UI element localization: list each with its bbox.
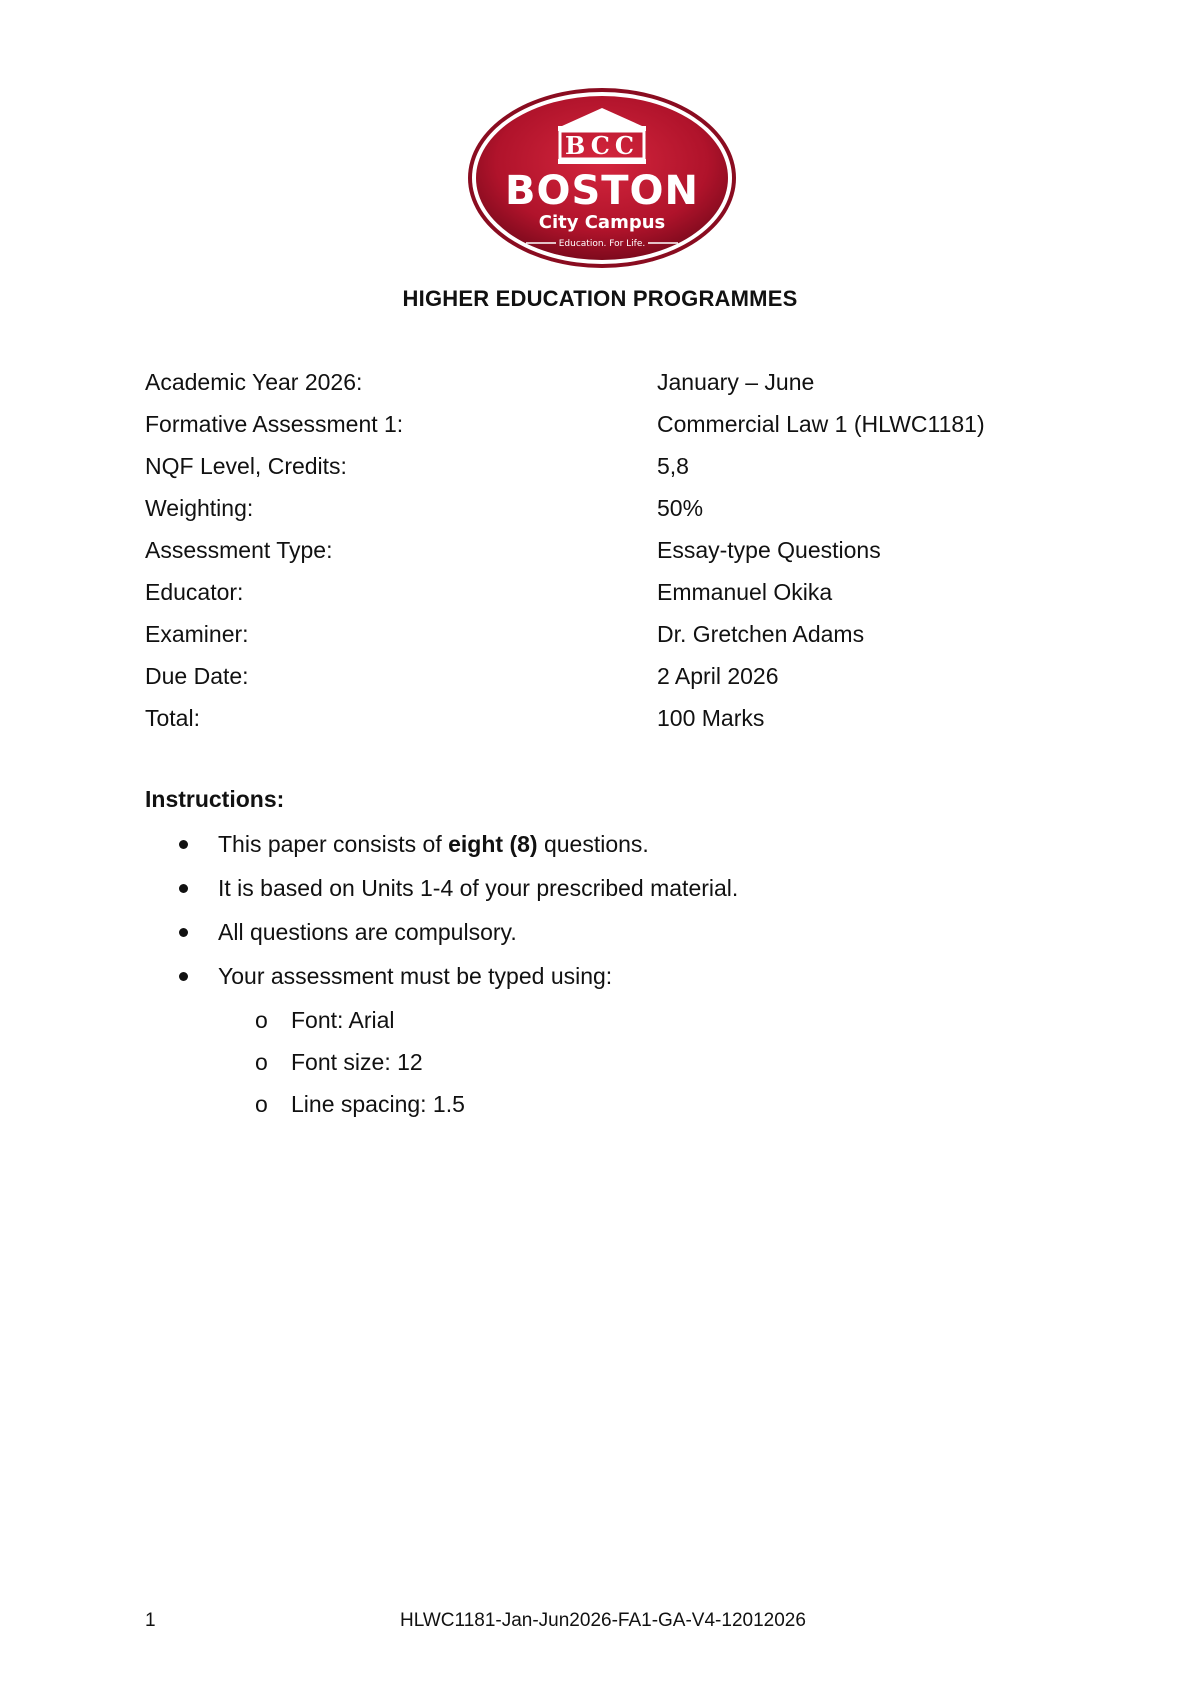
info-label: Educator: [145,579,244,605]
circle-bullet-icon: o [255,1049,268,1075]
footer-page-number: 1 [145,1610,156,1631]
info-row-formative-assessment [145,409,1045,451]
info-value: Commercial Law 1 (HLWC1181) [657,411,985,437]
circle-bullet-icon: o [255,1091,268,1117]
info-row-total [145,703,1045,745]
instruction-text: It is based on Units 1-4 of your prescribed material. [218,875,739,901]
instruction-text [218,829,649,859]
info-value: Essay-type Questions [657,537,881,563]
info-label: Formative Assessment 1: [145,411,404,437]
instruction-text: All questions are compulsory. [218,919,517,945]
assessment-info-table [145,367,1045,745]
footer-document-code: HLWC1181-Jan-Jun2026-FA1-GA-V4-12012026 [400,1610,806,1631]
sub-instruction-item [145,1089,1045,1131]
info-label: Total: [145,705,200,731]
info-row-educator [145,577,1045,619]
instruction-item [145,961,1045,1005]
logo-initials: BCC [565,131,639,160]
instruction-text-bold: eight (8) [448,831,538,857]
instructions-list [145,829,1045,1131]
info-label: NQF Level, Credits: [145,453,347,479]
logo-tagline: Education. For Life. [558,239,646,249]
instruction-text-end: questions. [537,831,649,857]
info-row-due-date [145,661,1045,703]
info-label: Academic Year 2026: [145,369,363,395]
info-label: Examiner: [145,621,249,647]
logo-emblem [466,86,738,270]
bullet-icon [179,884,188,893]
sub-instruction-item [145,1047,1045,1089]
instructions-title: Instructions: [145,786,285,812]
instruction-item [145,917,1045,961]
info-value: 50% [657,495,704,521]
instruction-text: Your assessment must be typed using: [218,963,613,989]
logo-name: BOSTON [504,168,700,214]
instruction-item [145,829,1045,873]
info-value: 2 April 2026 [657,663,779,689]
info-value: Dr. Gretchen Adams [657,621,865,647]
logo-subtitle: City Campus [538,212,666,233]
instruction-text-start: This paper consists of [218,831,449,857]
bullet-icon [179,972,188,981]
sub-instruction-text: Font: Arial [291,1007,395,1033]
sub-instruction-item [145,1005,1045,1047]
info-row-weighting [145,493,1045,535]
boston-city-campus-logo [466,86,738,270]
info-label: Due Date: [145,663,249,689]
info-row-assessment-type [145,535,1045,577]
bullet-icon [179,840,188,849]
info-value: Emmanuel Okika [657,579,833,605]
info-row-academic-year [145,367,1045,409]
sub-instruction-text: Font size: 12 [291,1049,423,1075]
info-value: 5,8 [657,453,689,479]
page-heading: HIGHER EDUCATION PROGRAMMES [402,286,798,311]
circle-bullet-icon: o [255,1007,268,1033]
info-label: Weighting: [145,495,254,521]
info-label: Assessment Type: [145,537,333,563]
info-value: 100 Marks [657,705,765,731]
info-row-nqf-level [145,451,1045,493]
info-value: January – June [657,369,815,395]
sub-instruction-text: Line spacing: 1.5 [291,1091,465,1117]
info-row-examiner [145,619,1045,661]
instruction-item [145,873,1045,917]
bullet-icon [179,928,188,937]
